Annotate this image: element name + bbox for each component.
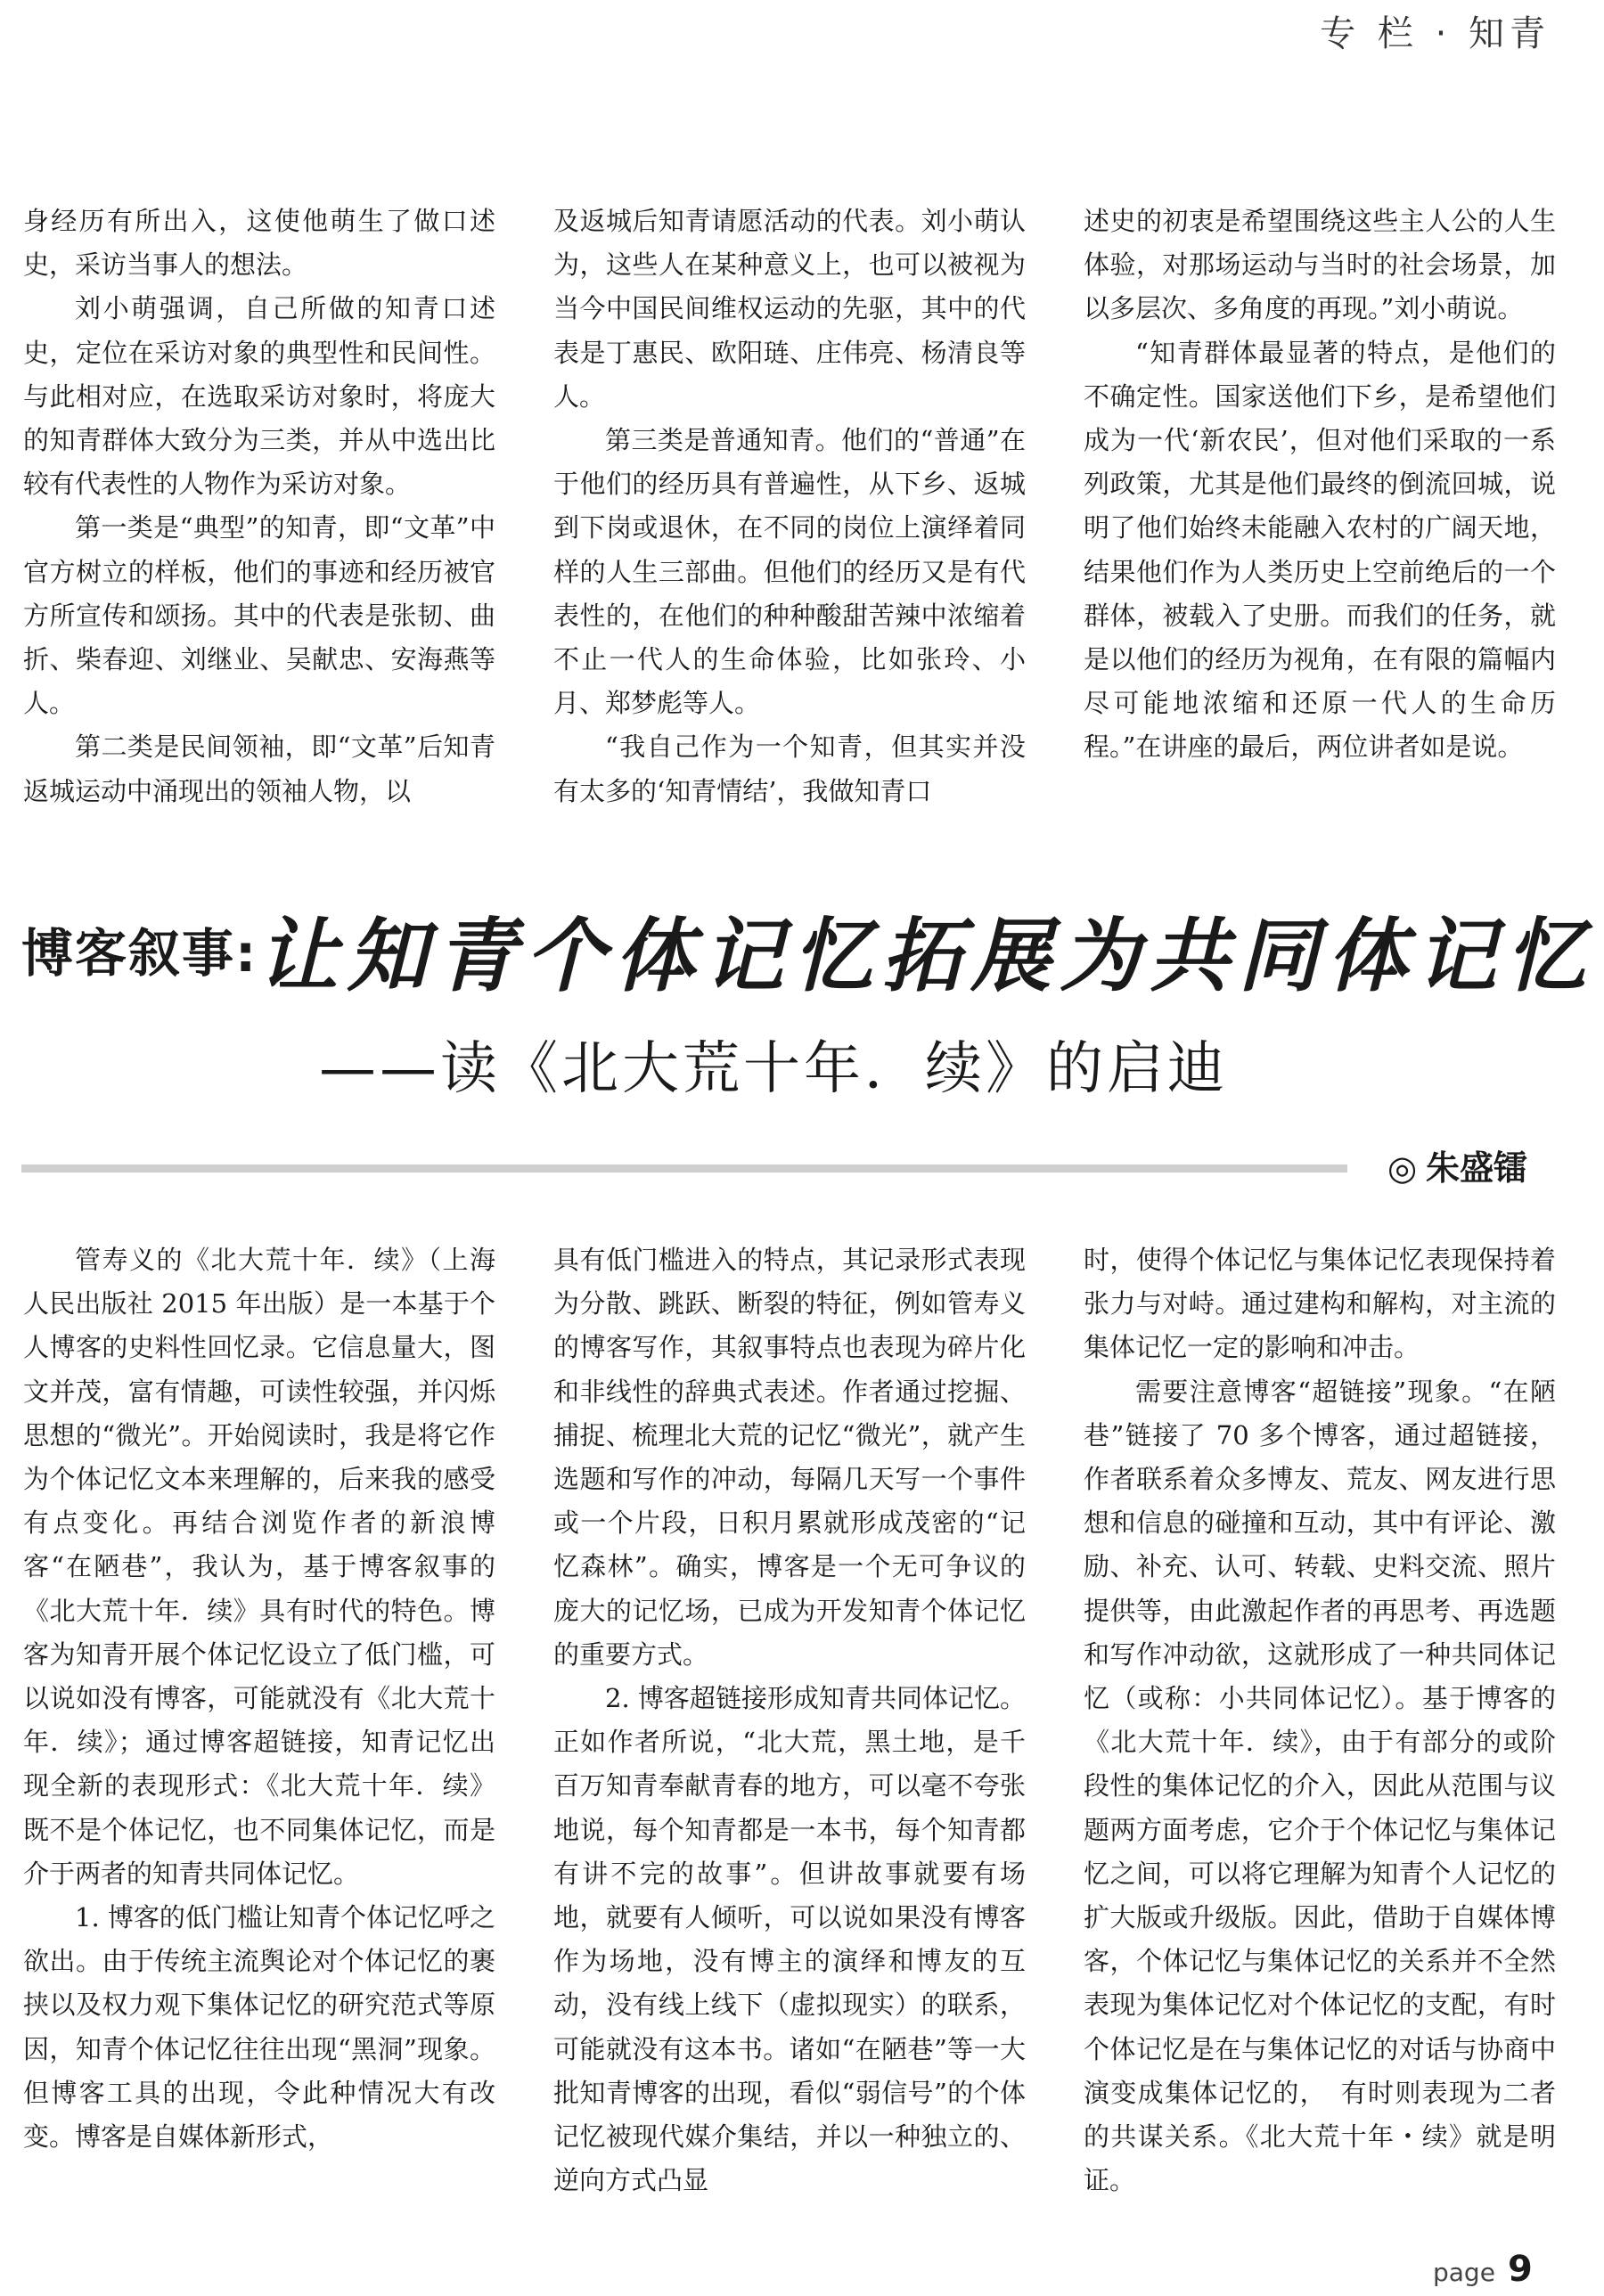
top-column-2: [553, 200, 1026, 813]
paragraph: 具有低门槛进入的特点，其记录形式表现为分散、跳跃、断裂的特征，例如管寿义的博客写作，其叙事特点也表现为碎片化和非线性的辞典式表述。作者通过挖掘、捕捉、梳理北大荒的记忆“微光”，就产生选题和写作的冲动，每隔几天写一个事件或一个片段，日积月累就形成茂密的“记忆森林”。确实，博客是一个无可争议的庞大的记忆场，已成为开发知青个体记忆的重要方式。: [553, 1245, 1026, 1670]
column-tag: 专 栏 · 知青: [1320, 13, 1551, 54]
article-column-3: [1084, 1238, 1556, 2202]
article-column-2: [553, 1238, 1026, 2202]
top-article-body: [23, 200, 1556, 813]
article-headline: [21, 891, 1595, 1007]
paragraph: 身经历有所出入，这使他萌生了做口述史，采访当事人的想法。: [23, 206, 495, 281]
top-column-3: [1084, 200, 1556, 813]
paragraph: 刘小萌强调，自己所做的知青口述史，定位在采访对象的典型性和民间性。与此相对应，在选取采访对象时，将庞大的知青群体大致分为三类，并从中选出比较有代表性的人物作为采访对象。: [23, 293, 495, 500]
page-label: page: [1433, 2258, 1495, 2287]
paragraph: 2. 博客超链接形成知青共同体记忆。正如作者所说，“北大荒，黑土地，是千百万知青奉献青春的地方，可以毫不夸张地说，每个知青都是一本书，每个知青都有讲不完的故事”。但讲故事就要有场地，就要有人倾听，可以说如果没有博客作为场地，没有博主的演绎和博友的互动，没有线上线下（虚拟现实）的联系，可能就没有这本书。诸如“在陋巷”等一大批知青博客的出现，看似“弱信号”的个体记忆被现代媒介集结，并以一种独立的、逆向方式凸显: [553, 1683, 1026, 2196]
article-column-1: [23, 1238, 495, 2202]
headline-prefix: 博客叙事:: [21, 923, 258, 984]
paragraph: 第二类是民间领袖，即“文革”后知青返城运动中涌现出的领袖人物，以: [23, 731, 495, 806]
paragraph: 1. 博客的低门槛让知青个体记忆呼之欲出。由于传统主流舆论对个体记忆的裹挟以及权力观下集体记忆的研究范式等原因，知青个体记忆往往出现“黑洞”现象。但博客工具的出现，令此种情况大有改变。博客是自媒体新形式，: [23, 1902, 495, 2153]
paragraph: 第一类是“典型”的知青，即“文革”中官方树立的样板，他们的事迹和经历被官方所宣传和颂扬。其中的代表是张韧、曲折、柴春迎、刘继业、吴献忠、安海燕等人。: [23, 512, 495, 719]
paragraph: “知青群体最显著的特点，是他们的不确定性。国家送他们下乡，是希望他们成为一代‘新农民’，但对他们采取的一系列政策，尤其是他们最终的倒流回城，说明了他们始终未能融入农村的广阔天地，结果他们作为人类历史上空前绝后的一个群体，被载入了史册。而我们的任务，就是以他们的经历为视角，在有限的篇幅内尽可能地浓缩和还原一代人的生命历程。”在讲座的最后，两位讲者如是说。: [1084, 337, 1556, 763]
page-number-value: 9: [1507, 2249, 1533, 2290]
paragraph: 述史的初衷是希望围绕这些主人公的人生体验，对那场运动与当时的社会场景，加以多层次、多角度的再现。”刘小萌说。: [1084, 206, 1556, 324]
paragraph: 需要注意博客“超链接”现象。“在陋巷”链接了 70 多个博客，通过超链接，作者联系着众多博友、荒友、网友进行思想和信息的碰撞和互动，其中有评论、激励、补充、认可、转载、史料交流、照片提供等，由此激起作者的再思考、再选题和写作冲动欲，这就形成了一种共同体记忆（或称：小共同体记忆）。基于博客的《北大荒十年．续》，由于有部分的或阶段性的集体记忆的介入，因此从范围与议题两方面考虑，它介于个体记忆与集体记忆之间，可以将它理解为知青个人记忆的扩大版或升级版。因此，借助于自媒体博客，个体记忆与集体记忆的关系并不全然表现为集体记忆对个体记忆的支配，有时个体记忆是在与集体记忆的对话与协商中演变成集体记忆的， 有时则表现为二者的共谋关系。《北大荒十年・续》就是明证。: [1084, 1376, 1556, 2196]
paragraph: 第三类是普通知青。他们的“普通”在于他们的经历具有普遍性，从下乡、返城到下岗或退休，在不同的岗位上演绎着同样的人生三部曲。但他们的经历又是有代表性的，在他们的种种酸甜苦辣中浓缩着不止一代人的生命体验，比如张玲、小月、郑梦彪等人。: [553, 425, 1026, 719]
byline: [1387, 1140, 1527, 1189]
paragraph: 管寿义的《北大荒十年．续》（上海人民出版社 2015 年出版）是一本基于个人博客的史料性回忆录。它信息量大，图文并茂，富有情趣，可读性较强，并闪烁思想的“微光”。开始阅读时，我是将它作为个体记忆文本来理解的，后来我的感受有点变化。再结合浏览作者的新浪博客“在陋巷”，我认为，基于博客叙事的《北大荒十年．续》具有时代的特色。博客为知青开展个体记忆设立了低门槛，可以说如没有博客，可能就没有《北大荒十年．续》；通过博客超链接，知青记忆出现全新的表现形式：《北大荒十年．续》既不是个体记忆，也不同集体记忆，而是介于两者的知青共同体记忆。: [23, 1245, 495, 1889]
author-name: 朱盛镭: [1426, 1148, 1528, 1188]
headline-main: 让知青个体记忆拓展为共同体记忆: [258, 909, 1595, 1003]
top-column-1: [23, 200, 495, 813]
paragraph: “我自己作为一个知青，但其实并没有太多的‘知青情结’，我做知青口: [553, 731, 1026, 806]
article-body: [23, 1238, 1556, 2202]
byline-divider: [21, 1164, 1347, 1173]
byline-mark-icon: ◎: [1387, 1148, 1418, 1188]
article-subtitle: ——读《北大荒十年．续》的启迪: [319, 1036, 1228, 1102]
paragraph: 时，使得个体记忆与集体记忆表现保持着张力与对峙。通过建构和解构，对主流的集体记忆一定的影响和冲击。: [1084, 1245, 1556, 1363]
page-number: [1433, 2249, 1533, 2290]
paragraph: 及返城后知青请愿活动的代表。刘小萌认为，这些人在某种意义上，也可以被视为当今中国民间维权运动的先驱，其中的代表是丁惠民、欧阳琏、庄伟亮、杨清良等人。: [553, 206, 1026, 412]
